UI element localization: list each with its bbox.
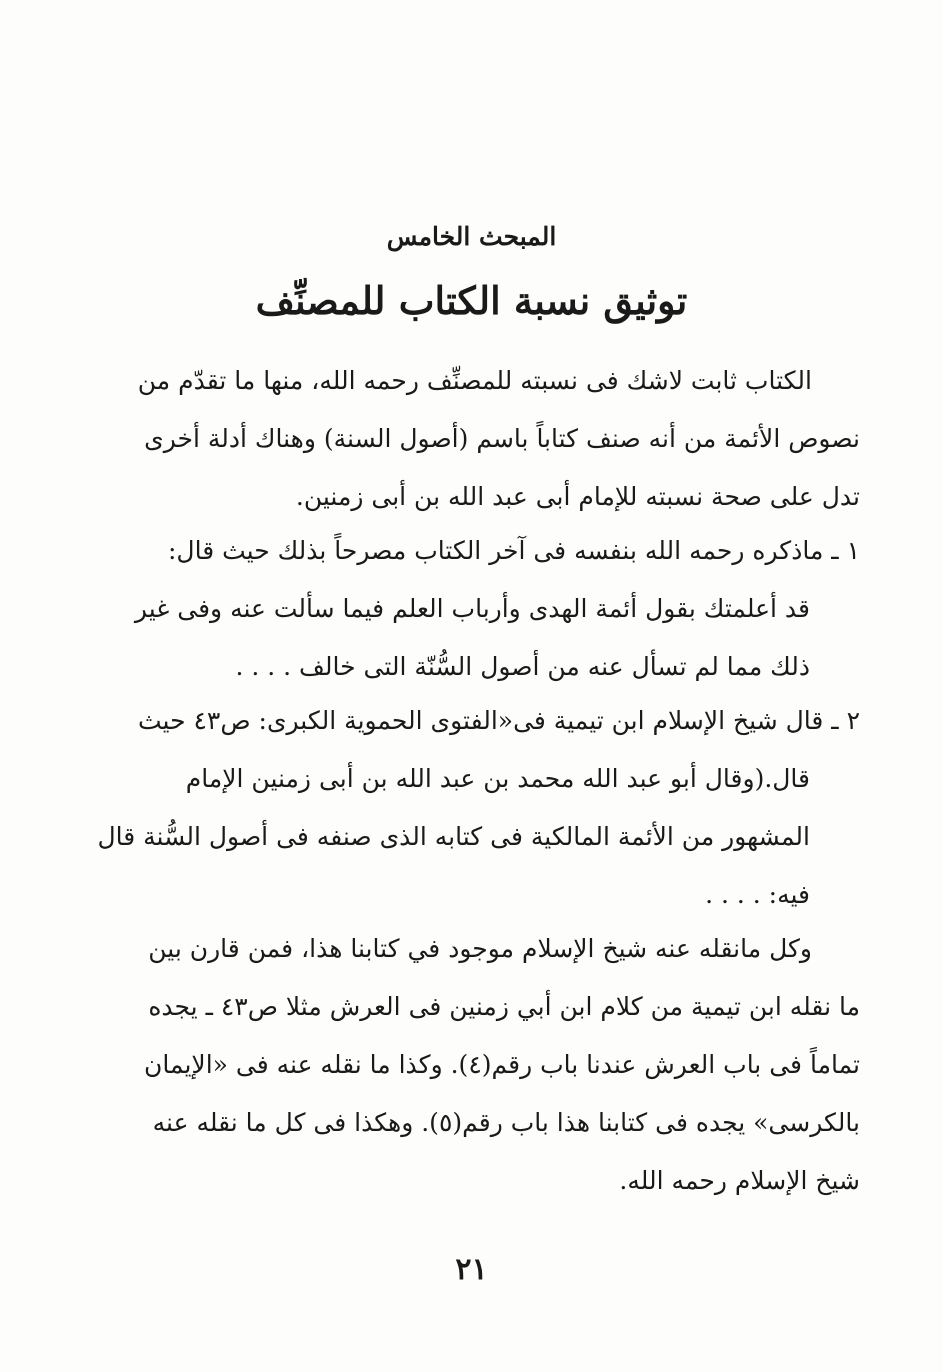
paragraph-line: ٢ ـ قال شيخ الإسلام ابن تيمية فى«الفتوى الحموية الكبرى: ص٤٣ حيث [137,706,860,735]
paragraph-line: الكتاب ثابت لاشك فى نسبته للمصنِّف رحمه الله، منها ما تقدّم من [137,366,812,395]
paragraph-line: تدل على صحة نسبته للإمام أبى عبد الله بن أبى زمنين. [295,482,860,511]
paragraph-line: بالكرسى» يجده فى كتابنا هذا باب رقم(٥). وهكذا فى كل ما نقله عنه [152,1108,860,1137]
numbered-item-2 [97,692,860,924]
closing-paragraph [110,920,860,1210]
paragraph-line: فيه: . . . . [705,880,810,909]
chapter-title: توثيق نسبة الكتاب للمصنِّف [255,278,688,323]
paragraph-line: شيخ الإسلام رحمه الله. [619,1166,860,1195]
page-number: ٢١ [455,1252,488,1287]
intro-paragraph [110,352,860,526]
paragraph-line: تماماً فى باب العرش عندنا باب رقم(٤). وكذا ما نقله عنه فى «الإيمان [144,1050,860,1079]
paragraph-line: قد أعلمتك بقول أئمة الهدى وأرباب العلم فيما سألت عنه وفى غير [134,594,810,623]
paragraph-line: ١ ـ ماذكره رحمه الله بنفسه فى آخر الكتاب مصرحاً بذلك حيث قال: [168,536,860,565]
numbered-item-1 [110,522,860,696]
section-label: المبحث الخامس [386,222,557,251]
paragraph-line: قال.(وقال أبو عبد الله محمد بن عبد الله بن أبى زمنين الإمام [185,764,810,793]
paragraph-line: وكل مانقله عنه شيخ الإسلام موجود في كتابنا هذا، فمن قارن بين [148,934,812,963]
paragraph-line: ما نقله ابن تيمية من كلام ابن أبي زمنين فى العرش مثلا ص٤٣ ـ يجده [148,992,860,1021]
paragraph-line: نصوص الأئمة من أنه صنف كتاباً باسم (أصول السنة) وهناك أدلة أخرى [144,424,860,453]
paragraph-line: المشهور من الأئمة المالكية فى كتابه الذى صنفه فى أصول السُّنة قال [97,822,810,851]
paragraph-line: ذلك مما لم تسأل عنه من أصول السُّنّة التى خالف . . . . [235,652,810,681]
